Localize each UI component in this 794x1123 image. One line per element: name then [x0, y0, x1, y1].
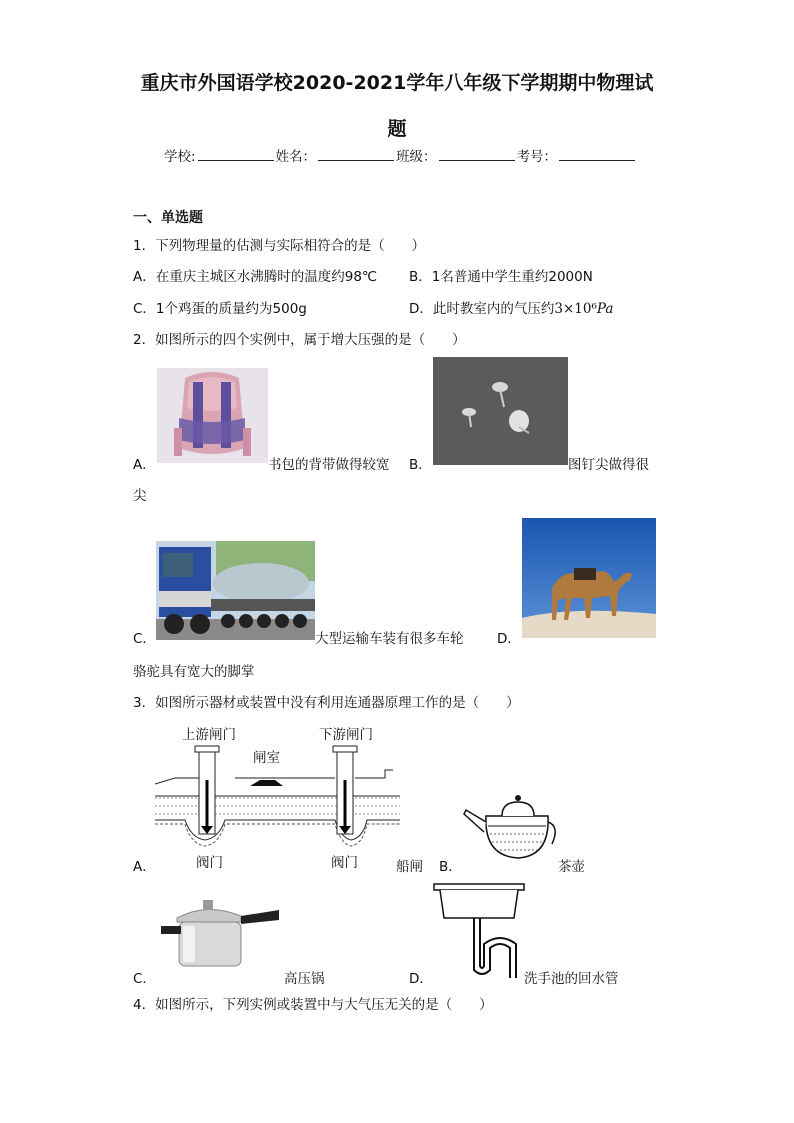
lock-lower-gate-label: 下游闸门 [319, 727, 373, 743]
q1-option-c: C．1个鸡蛋的质量约为500g [133, 301, 307, 317]
page-title: 重庆市外国语学校2020-2021学年八年级下学期期中物理试 [140, 72, 654, 94]
q3-option-b-label: B． [439, 859, 462, 875]
camel-image [522, 518, 656, 638]
q3-option-a-text: 船闸 [396, 859, 423, 875]
lock-room-label: 闸室 [253, 750, 280, 766]
class-field[interactable] [439, 146, 515, 161]
q2-option-a-label: A． [133, 457, 156, 473]
q1-d-unit: Pa [596, 301, 614, 317]
q3-option-c-label: C． [133, 971, 156, 987]
truck-image [156, 541, 315, 640]
q2-stem: 2．如图所示的四个实例中，属于增大压强的是（ ） [133, 332, 466, 348]
lock-upper-gate-label: 上游闸门 [182, 727, 236, 743]
q2-option-d-cont: 骆驼具有宽大的脚掌 [133, 664, 255, 680]
lock-valve1-label: 阀门 [196, 855, 223, 871]
lock-valve2-label: 阀门 [331, 855, 358, 871]
page-title-cont: 题 [387, 118, 407, 140]
q2-option-a-text: 书包的背带做得较宽 [268, 457, 390, 473]
q1-d-prefix: D．此时教室内的气压约 [409, 301, 555, 317]
number-field[interactable] [559, 146, 635, 161]
q2-option-c-text: 大型运输车装有很多车轮 [315, 631, 464, 647]
teapot-diagram [462, 792, 562, 868]
q3-option-d-label: D． [409, 971, 433, 987]
class-label: 班级： [396, 149, 437, 165]
name-label: 姓名： [275, 149, 317, 165]
school-field[interactable] [198, 146, 274, 161]
q2-option-c-label: C． [133, 631, 156, 647]
section-heading: 一、单选题 [133, 210, 203, 226]
q1-option-d [409, 297, 613, 317]
q2-option-b-cont: 尖 [133, 488, 147, 504]
q3-option-a-label: A． [133, 859, 156, 875]
number-label: 考号： [516, 149, 558, 165]
q3-option-b-text: 茶壶 [558, 859, 585, 875]
backpack-image [157, 368, 268, 463]
q3-stem: 3．如图所示器材或装置中没有利用连通器原理工作的是（ ） [133, 695, 520, 711]
q4-stem: 4．如图所示，下列实例或装置中与大气压无关的是（ ） [133, 997, 493, 1013]
q1-stem: 1．下列物理量的估测与实际相符合的是（ ） [133, 238, 426, 254]
q1-option-b: B．1名普通中学生重约2000N [409, 269, 593, 285]
q2-option-d-label: D． [497, 631, 521, 647]
q1-d-value: 3×10⁶ [554, 301, 597, 317]
info-line [164, 145, 637, 165]
q2-option-b-label: B． [409, 457, 432, 473]
school-label: 学校: [164, 149, 196, 165]
sink-trap-diagram [432, 882, 528, 980]
q2-option-b-text: 图钉尖做得很 [568, 457, 649, 473]
q3-option-c-text: 高压锅 [284, 971, 325, 987]
pressure-cooker-image [157, 896, 282, 973]
q3-option-d-text: 洗手池的回水管 [524, 971, 619, 987]
thumbtacks-image [433, 357, 568, 465]
q1-option-a: A．在重庆主城区水沸腾时的温度约98℃ [133, 269, 378, 285]
name-field[interactable] [318, 146, 394, 161]
